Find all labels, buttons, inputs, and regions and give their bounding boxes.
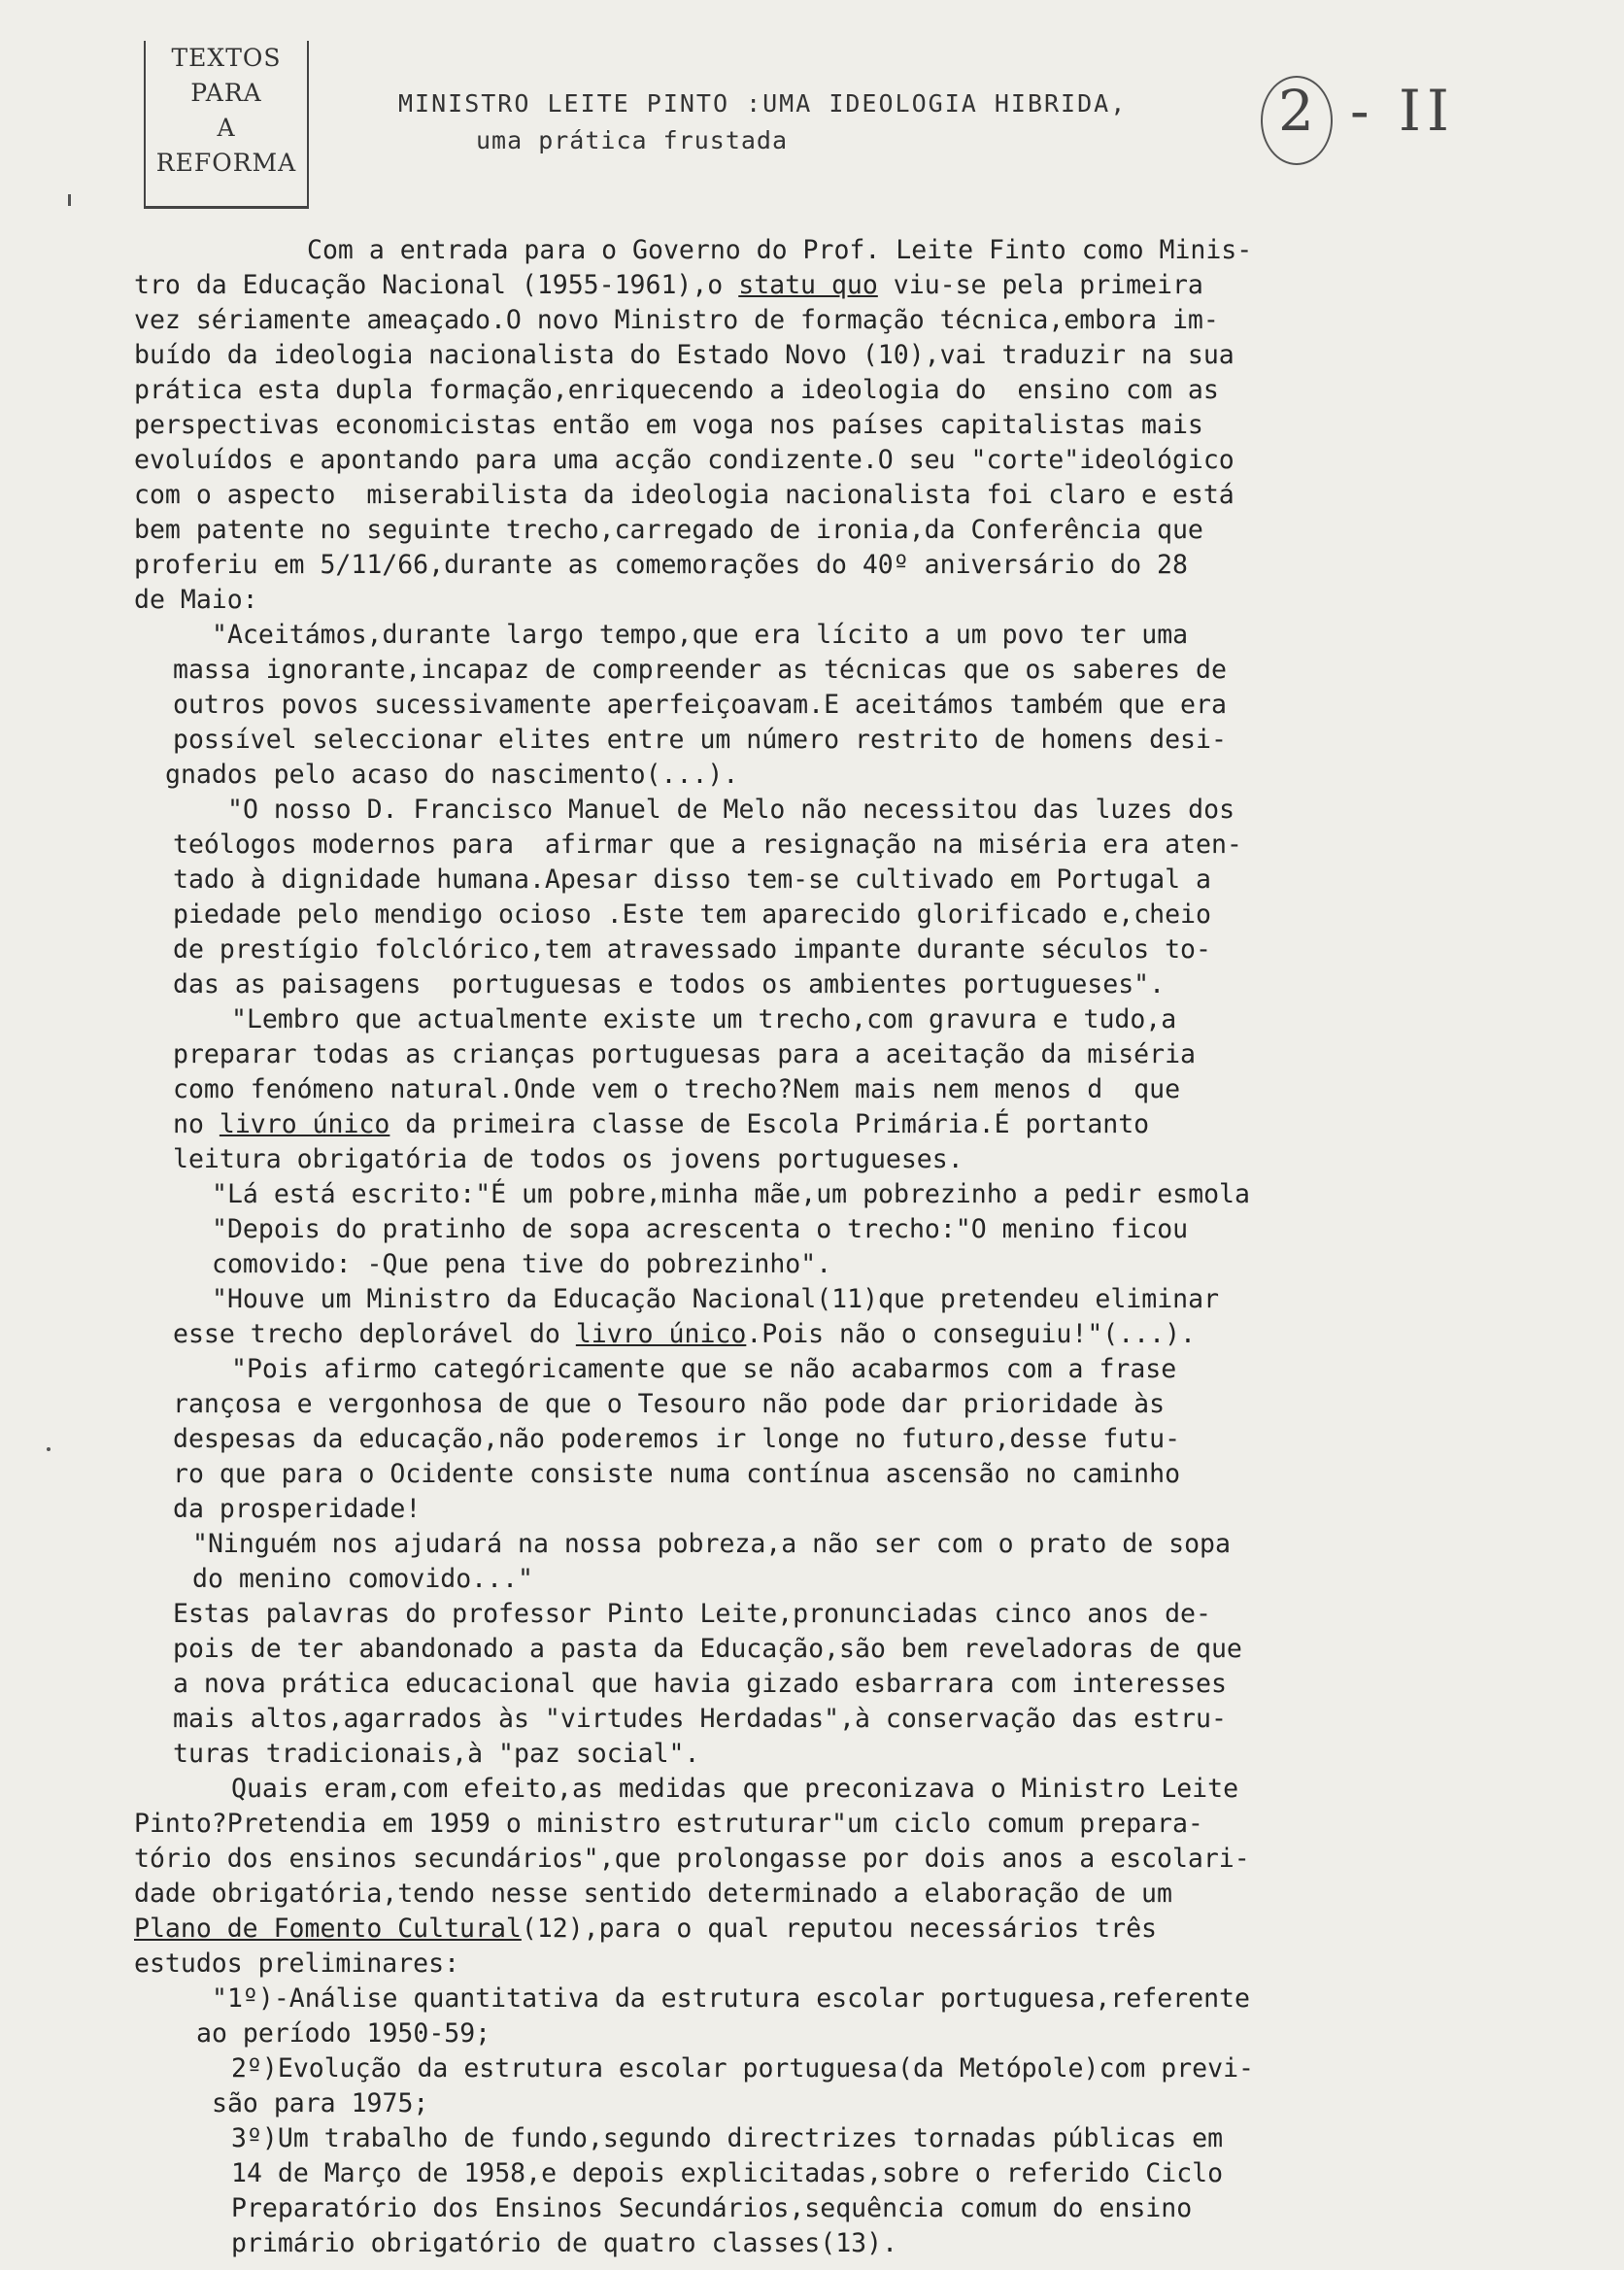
text-line: prática esta dupla formação,enriquecendo a ideologia do ensino com as [134,375,1219,405]
underlined-phrase: Plano de Fomento Cultural [134,1914,522,1944]
list-line: "1º)-Análise quantitativa da estrutura escolar portuguesa,referente [212,1983,1250,2014]
text-line: bem patente no seguinte trecho,carregado de ironia,da Conferência que [134,515,1203,545]
text-line: vez sériamente ameaçado.O novo Ministro de formação técnica,embora im- [134,305,1219,335]
underlined-phrase: statu quo [738,270,878,300]
text-line: proferiu em 5/11/66,durante as comemorações do 40º aniversário do 28 [134,550,1188,580]
text-line: Plano de Fomento Cultural(12),para o qual reputou necessários três [134,1914,1157,1944]
list-line: primário obrigatório de quatro classes(13). [231,2228,898,2258]
quote-line: "Houve um Ministro da Educação Nacional(11)que pretendeu eliminar [212,1284,1220,1314]
quote-line: possível seleccionar elites entre um número restrito de homens desi- [173,725,1227,755]
quote-line: "O nosso D. Francisco Manuel de Melo não necessitou das luzes dos [227,795,1235,825]
title-line-1: MINISTRO LEITE PINTO :UMA IDEOLOGIA HIBRIDA, [398,89,1128,118]
stamp-line: PARA [190,79,262,107]
quote-line: "Lembro que actualmente existe um trecho,com gravura e tudo,a [231,1004,1177,1034]
margin-mark [47,1447,51,1451]
quote-line: do menino comovido..." [192,1564,533,1594]
list-line: Preparatório dos Ensinos Secundários,sequência comum do ensino [231,2193,1193,2223]
list-line: 14 de Março de 1958,e depois explicitadas,sobre o referido Ciclo [231,2158,1224,2188]
textos-para-a-reforma-stamp [144,41,309,209]
quote-line: rançosa e vergonhosa de que o Tesouro não pode dar prioridade às [173,1389,1166,1419]
text-line: tro da Educação Nacional (1955-1961),o statu quo viu-se pela primeira [134,270,1203,300]
quote-line: "Pois afirmo categóricamente que se não acabarmos com a frase [231,1354,1177,1384]
quote-line: no livro único da primeira classe de Escola Primária.É portanto [173,1109,1150,1139]
text-line: perspectivas economicistas então em voga nos países capitalistas mais [134,410,1203,440]
text-line: tório dos ensinos secundários",que prolongasse por dois anos a escolari- [134,1844,1250,1874]
quote-line: "Depois do pratinho de sopa acrescenta o trecho:"O menino ficou [212,1214,1189,1244]
quote-line: ro que para o Ocidente consiste numa contínua ascensão no caminho [173,1459,1181,1489]
quote-line: de prestígio folclórico,tem atravessado impante durante séculos to- [173,934,1211,965]
title-line-2: uma prática frustada [476,126,789,154]
quote-line: como fenómeno natural.Onde vem o trecho?Nem mais nem menos d que [173,1074,1181,1104]
quote-line: "Lá está escrito:"É um pobre,minha mãe,um pobrezinho a pedir esmola [212,1179,1250,1209]
text-line: Estas palavras do professor Pinto Leite,pronunciadas cinco anos de- [173,1599,1211,1629]
list-line: 2º)Evolução da estrutura escolar portuguesa(da Metópole)com previ- [231,2053,1254,2084]
list-line: 3º)Um trabalho de fundo,segundo directrizes tornadas públicas em [231,2123,1224,2153]
stamp-line: REFORMA [155,149,297,177]
page-number-suffix: - II [1350,78,1455,144]
text-line: evoluídos e apontando para uma acção condizente.O seu "corte"ideológico [134,445,1235,475]
text-line: Quais eram,com efeito,as medidas que preconizava o Ministro Leite [231,1774,1239,1804]
quote-line: teólogos modernos para afirmar que a resignação na miséria era aten- [173,830,1242,860]
list-line: ao período 1950-59; [196,2018,491,2049]
text-line: pois de ter abandonado a pasta da Educação,são bem reveladoras de que [173,1634,1242,1664]
underlined-phrase: livro único [219,1109,390,1139]
quote-line: "Aceitámos,durante largo tempo,que era lícito a um povo ter uma [212,620,1189,650]
stamp-line: A [217,114,236,142]
page-number: 2 [1278,78,1314,144]
text-line: Pinto?Pretendia em 1959 o ministro estruturar"um ciclo comum prepara- [134,1809,1203,1839]
quote-line: piedade pelo mendigo ocioso .Este tem aparecido glorificado e,cheio [173,899,1211,930]
quote-line: "Ninguém nos ajudará na nossa pobreza,a não ser com o prato de sopa [192,1529,1231,1559]
page-number-mark [1261,68,1474,175]
quote-line: da prosperidade! [173,1494,422,1524]
margin-mark [68,194,71,206]
text-line: mais altos,agarrados às "virtudes Herdadas",à conservação das estru- [173,1704,1227,1734]
text-line: estudos preliminares: [134,1948,460,1979]
text-line: de Maio: [134,585,258,615]
text-line: Com a entrada para o Governo do Prof. Leite Finto como Minis- [307,235,1253,265]
underlined-phrase: livro único [575,1319,747,1349]
text-line: com o aspecto miserabilista da ideologia nacionalista foi claro e está [134,480,1235,510]
quote-line: outros povos sucessivamente aperfeiçoavam.E aceitámos também que era [173,690,1227,720]
text-line: buído da ideologia nacionalista do Estado Novo (10),vai traduzir na sua [134,340,1235,370]
quote-line: preparar todas as crianças portuguesas para a aceitação da miséria [173,1039,1196,1069]
text-line: dade obrigatória,tendo nesse sentido determinado a elaboração de um [134,1879,1172,1909]
quote-line: esse trecho deplorável do livro único.Pois não o conseguiu!"(...). [173,1319,1197,1349]
text-line: turas tradicionais,à "paz social". [173,1739,700,1769]
quote-line: despesas da educação,não poderemos ir longe no futuro,desse futu- [173,1424,1181,1454]
list-line: são para 1975; [212,2088,429,2118]
quote-line: leitura obrigatória de todos os jovens portugueses. [173,1144,964,1174]
quote-line: comovido: -Que pena tive do pobrezinho". [212,1249,832,1279]
text-line: a nova prática educacional que havia gizado esbarrara com interesses [173,1669,1227,1699]
quote-line: massa ignorante,incapaz de compreender as técnicas que os saberes de [173,655,1227,685]
quote-line: gnados pelo acaso do nascimento(...). [165,760,739,790]
stamp-line: TEXTOS [171,44,282,72]
quote-line: tado à dignidade humana.Apesar disso tem-se cultivado em Portugal a [173,864,1211,895]
quote-line: das as paisagens portuguesas e todos os ambientes portugueses". [173,969,1166,999]
